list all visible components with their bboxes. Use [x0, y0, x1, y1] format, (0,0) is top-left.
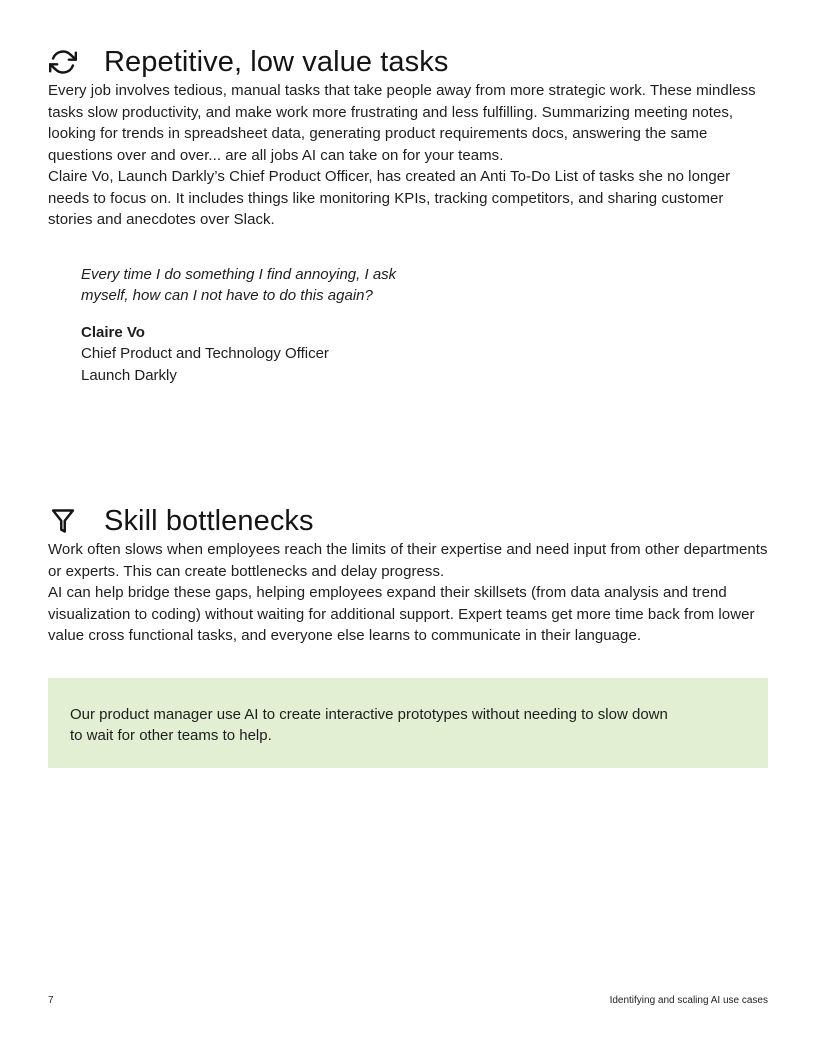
body-paragraph: AI can help bridge these gaps, helping employees expand their skillsets (from data analysis and trend visualization to coding) without waiting for additional support. Expert teams get more time back from lower value cross functional tasks, and everyone else learns to communicate in their language.: [48, 584, 755, 644]
section-header: [48, 44, 768, 80]
callout-text: Our product manager use AI to create interactive prototypes without needing to slow down: [70, 705, 668, 723]
section-repetitive-tasks: [48, 44, 768, 386]
attribution-name: Claire Vo: [81, 323, 145, 341]
arrows-cycle-icon: [48, 47, 78, 77]
body-paragraph: Work often slows when employees reach the limits of their expertise and need input from other departments or experts. This can create bottlenecks and delay progress.: [48, 541, 768, 580]
quote-line: Every time I do something I find annoying, I ask: [81, 265, 397, 283]
body-paragraph: Claire Vo, Launch Darkly’s Chief Product Officer, has created an Anti To-Do List of tasks she no longer needs to focus on. It includes things like monitoring KPIs, tracking competitors, and sharing customer stories and anecdotes over Slack.: [48, 168, 731, 228]
page-content: [0, 44, 816, 768]
quote-line: myself, how can I not have to do this again?: [81, 287, 373, 304]
funnel-icon: [48, 506, 78, 536]
quote-attribution: [81, 322, 768, 387]
attribution-company: Launch Darkly: [81, 366, 177, 384]
section-skill-bottlenecks: [48, 503, 768, 768]
page-footer: [48, 994, 768, 1007]
section-title: Skill bottlenecks: [104, 505, 314, 537]
section-title: Repetitive, low value tasks: [104, 46, 449, 78]
attribution-title: Chief Product and Technology Officer: [81, 345, 329, 362]
pull-quote: [81, 264, 768, 307]
page-number: 7: [48, 995, 54, 1006]
callout-box: [48, 678, 768, 768]
callout-text: to wait for other teams to help.: [70, 727, 272, 744]
section-header: [48, 503, 768, 539]
body-paragraph: Every job involves tedious, manual tasks that take people away from more strategic work. These mindless tasks slow productivity, and make work more frustrating and less fulfilling. Summarizing meeting notes, looking for trends in spreadsheet data, generating product requirements docs, answering the same questions over and over... are all jobs AI can take on for your teams.: [48, 82, 756, 164]
doc-title: Identifying and scaling AI use cases: [609, 995, 768, 1006]
